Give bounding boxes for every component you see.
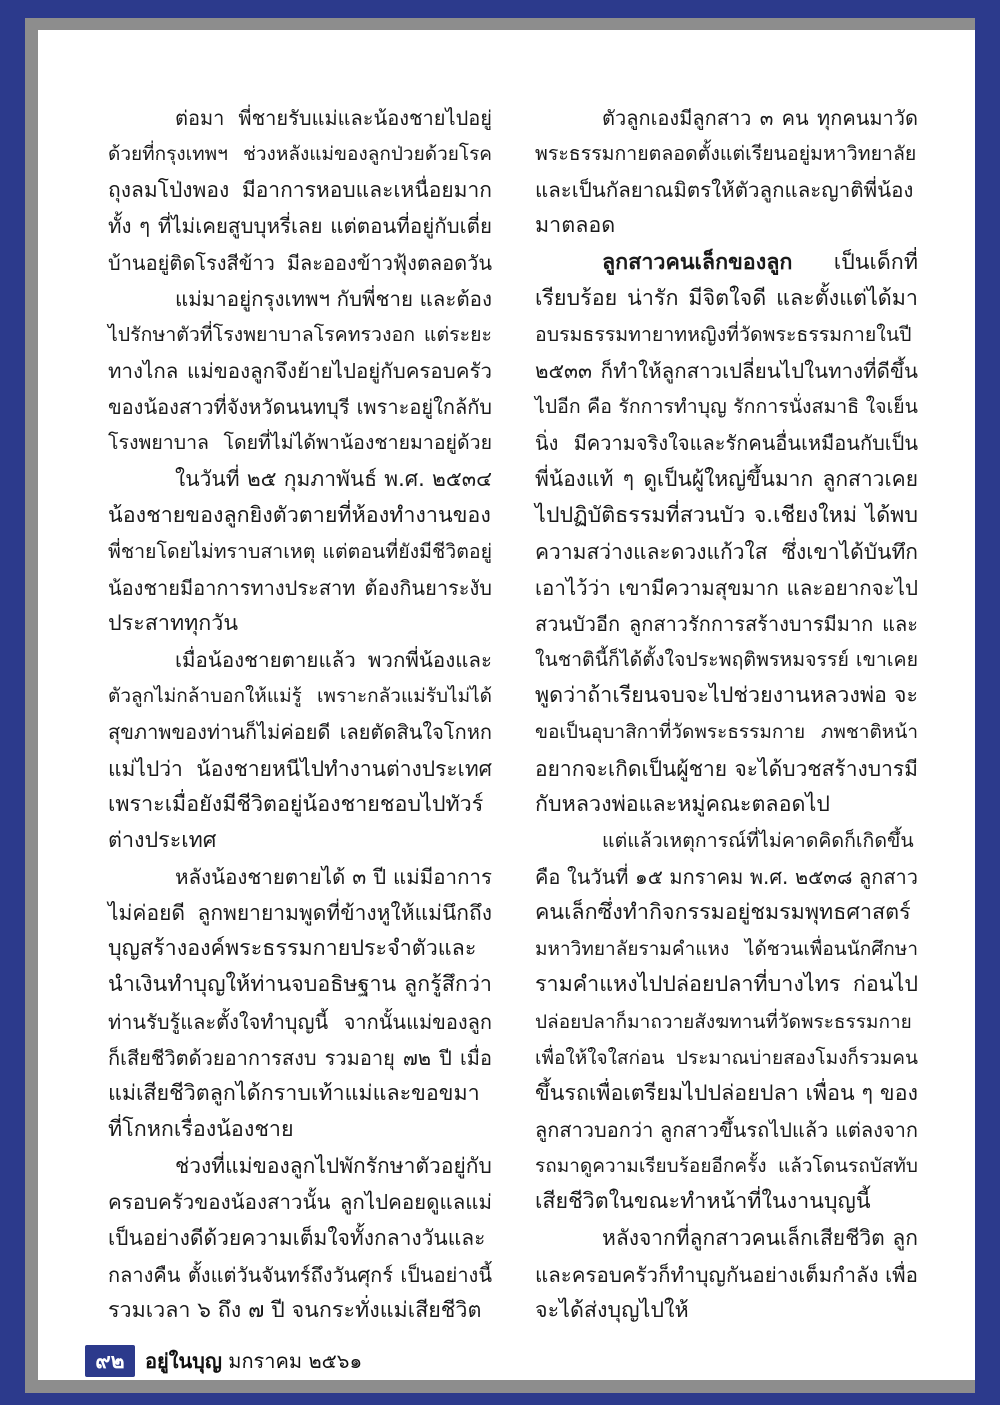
body-text-line [535,245,918,281]
body-text-line: ไปอีก คือ รักการทำบุญ รักการนั่งสมาธิ ใจเย็น [535,395,918,419]
page-footer [145,1345,362,1377]
body-text-line: ความสว่างและดวงแก้วใส ซึ่งเขาได้บันทึก [535,539,918,564]
body-text-line: หลังจากที่ลูกสาวคนเล็กเสียชีวิต ลูก [602,1226,918,1251]
body-text-line: รถมาดูความเรียบร้อยอีกครั้ง แล้วโดนรถบัสทับ [535,1155,918,1178]
body-text-line: ในชาตินี้ก็ได้ตั้งใจประพฤติพรหมจรรย์ เขาเคย [535,648,918,672]
body-text-line: เพื่อให้ใจใสก่อน ประมาณบ่ายสองโมงก็รวมคน [535,1046,918,1069]
body-text-line: เพราะเมื่อยังมีชีวิตอยู่น้องชายชอบไปทัวร์ [108,791,484,817]
page-number-badge: ๙๒ [85,1345,135,1377]
body-text-line: เสียชีวิตในขณะทำหน้าที่ในงานบุญนี้ [535,1189,871,1215]
issue-date: มกราคม ๒๕๖๑ [228,1349,363,1373]
body-text-line: สวนบัวอีก ลูกสาวรักการสร้างบารมีมาก และ [535,611,918,636]
body-text-line: รามคำแหงไปปล่อยปลาที่บางไทร ก่อนไป [535,972,918,998]
body-text-line: บุญสร้างองค์พระธรรมกายประจำตัวและ [108,936,477,962]
body-text-line: โรงพยาบาล โดยที่ไม่ได้พาน้องชายมาอยู่ด้วย [108,431,492,455]
body-text-line: นำเงินทำบุญให้ท่านจบอธิษฐาน ลูกรู้สึกว่า [108,972,492,998]
body-text-line: ช่วงที่แม่ของลูกไปพักรักษาตัวอยู่กับ [175,1154,492,1179]
body-text-line: มาตลอด [535,213,616,239]
body-text-line: แม่มาอยู่กรุงเทพฯ กับพี่ชาย และต้อง [175,286,492,311]
body-text-line: อยากจะเกิดเป็นผู้ชาย จะได้บวชสร้างบารมี [535,756,918,781]
body-text-line: ท่านรับรู้และตั้งใจทำบุญนี้ จากนั้นแม่ของลูก [108,1009,492,1034]
body-text-line: เป็นอย่างดีด้วยความเต็มใจทั้งกลางวันและ [108,1226,486,1251]
body-text-line: ตัวลูกไม่กล้าบอกให้แม่รู้ เพราะกลัวแม่รับไม่ได้ [108,685,492,708]
body-text-line: เมื่อน้องชายตายแล้ว พวกพี่น้องและ [175,648,492,673]
text-column-right [535,100,918,1329]
body-text-line: ต่อมา พี่ชายรับแม่และน้องชายไปอยู่ [175,106,492,130]
body-text-line: รวมเวลา ๖ ถึง ๗ ปี จนกระทั่งแม่เสียชีวิต [108,1297,482,1323]
body-text-line: ด้วยที่กรุงเทพฯ ช่วงหลังแม่ของลูกป่วยด้วยโรค [108,143,492,166]
text-column-left [108,100,492,1329]
body-text-line: อบรมธรรมทายาทหญิงที่วัดพระธรรมกายในปี [535,322,912,346]
body-text-line: ก็เสียชีวิตด้วยอาการสงบ รวมอายุ ๗๒ ปี เมื่อ [108,1045,492,1070]
body-text-line: จะได้ส่งบุญไปให้ [535,1297,689,1323]
body-text-line-rest: เป็นเด็กที่ [833,249,918,275]
body-text-line: ขอเป็นอุบาสิกาที่วัดพระธรรมกาย ภพชาติหน้า [535,721,918,744]
body-text-line: ทั้ง ๆ ที่ไม่เคยสูบบุหรี่เลย แต่ตอนที่อยู่กับเตี่ย [108,214,492,239]
body-text-line: พูดว่าถ้าเรียนจบจะไปช่วยงานหลวงพ่อ จะ [535,683,918,709]
body-text-line: ไปปฏิบัติธรรมที่สวนบัว จ.เชียงใหม่ ได้พบ [535,502,918,528]
body-text-line: สุขภาพของท่านก็ไม่ค่อยดี เลยตัดสินใจโกหก [108,720,492,745]
body-text-line: กับหลวงพ่อและหมู่คณะตลอดไป [535,791,830,817]
body-text-line: นิ่ง มีความจริงใจและรักคนอื่นเหมือนกับเป็น [535,431,918,456]
body-text-line: ปล่อยปลาก็มาถวายสังฆทานที่วัดพระธรรมกาย [535,1010,912,1033]
body-text-line: มหาวิทยาลัยรามคำแหง ได้ชวนเพื่อนนักศึกษา [535,938,918,961]
body-text-line: และครอบครัวก็ทำบุญกันอย่างเต็มกำลัง เพื่อ [535,1262,918,1287]
body-text-line: หลังน้องชายตายได้ ๓ ปี แม่มีอาการ [175,864,492,889]
body-text-line: คนเล็กซึ่งทำกิจกรรมอยู่ชมรมพุทธศาสตร์ [535,900,911,926]
body-text-line: ทางไกล แม่ของลูกจึงย้ายไปอยู่กับครอบครัว [108,358,492,383]
body-text-line: ถุงลมโป่งพอง มีอาการหอบและเหนื่อยมาก [108,178,492,203]
body-text-line: ในวันที่ ๒๕ กุมภาพันธ์ พ.ศ. ๒๕๓๔ [175,467,492,492]
body-text-line: ลูกสาวบอกว่า ลูกสาวขึ้นรถไปแล้ว แต่ลงจาก [535,1117,918,1142]
body-text-line: ประสาททุกวัน [108,610,239,636]
body-text-line: คือ ในวันที่ ๑๕ มกราคม พ.ศ. ๒๕๓๘ ลูกสาว [535,864,918,889]
body-text-line: ขึ้นรถเพื่อเตรียมไปปล่อยปลา เพื่อน ๆ ของ [535,1080,919,1106]
body-text-line: ต่างประเทศ [108,827,217,853]
body-text-line: ที่โกหกเรื่องน้องชาย [108,1116,294,1142]
body-text-line: พระธรรมกายตลอดตั้งแต่เรียนอยู่มหาวิทยาลัย [535,142,917,166]
body-text-line: ไปรักษาตัวที่โรงพยาบาลโรคทรวงอก แต่ระยะ [108,322,492,346]
body-text-line: แม่เสียชีวิตลูกได้กราบเท้าแม่และขอขมา [108,1080,480,1106]
body-text-line: แต่แล้วเหตุการณ์ที่ไม่คาดคิดก็เกิดขึ้น [602,828,914,852]
body-text-line: ตัวลูกเองมีลูกสาว ๓ คน ทุกคนมาวัด [602,106,918,130]
body-text-line: เอาไว้ว่า เขามีความสุขมาก และอยากจะไป [535,575,918,600]
body-text-line: แม่ไปว่า น้องชายหนีไปทำงานต่างประเทศ [108,756,492,781]
body-text-line: บ้านอยู่ติดโรงสีข้าว มีละอองข้าวฟุ้งตลอดวัน [108,250,492,275]
body-text-line: พี่น้องแท้ ๆ ดูเป็นผู้ใหญ่ขึ้นมาก ลูกสาวเคย [535,467,918,492]
body-text-line: พี่ชายโดยไม่ทราบสาเหตุ แต่ตอนที่ยังมีชีวิตอยู่ [108,539,492,563]
bold-lead-text: ลูกสาวคนเล็กของลูก [602,249,793,275]
body-text-line: และเป็นกัลยาณมิตรให้ตัวลูกและญาติพี่น้อง [535,178,914,203]
body-text-line: ไม่ค่อยดี ลูกพยายามพูดที่ข้างหูให้แม่นึกถึง [108,901,492,926]
body-text-line: ๒๕๓๓ ก็ทำให้ลูกสาวเปลี่ยนไปในทางที่ดีขึ้น [535,358,918,383]
body-text-line: เรียบร้อย น่ารัก มีจิตใจดี และตั้งแต่ได้มา [535,285,918,311]
body-text-line: ครอบครัวของน้องสาวนั้น ลูกไปคอยดูแลแม่ [108,1190,492,1215]
body-text-line: กลางคืน ตั้งแต่วันจันทร์ถึงวันศุกร์ เป็นอย่างนี้ [108,1262,492,1287]
body-text-line: ของน้องสาวที่จังหวัดนนทบุรี เพราะอยู่ใกล้กับ [108,395,492,420]
body-text-line: น้องชายมีอาการทางประสาท ต้องกินยาระงับ [108,575,492,600]
body-text-line: น้องชายของลูกยิงตัวตายที่ห้องทำงานของ [108,502,491,528]
magazine-title: อยู่ในบุญ [145,1349,222,1373]
